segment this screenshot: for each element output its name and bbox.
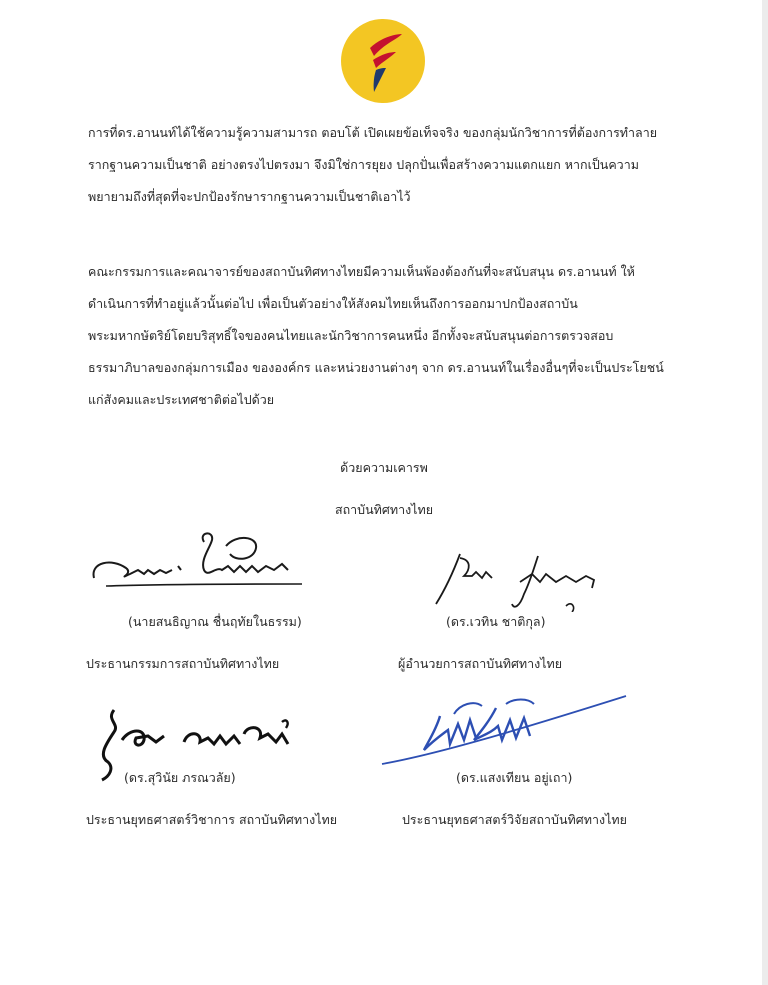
signature-1 [86, 526, 318, 596]
closing-salutation: ด้วยความเคารพ [340, 460, 428, 475]
signatory-name: (ดร.สุวินัย ภรณวลัย) [124, 770, 236, 785]
signatory-name: (นายสนธิญาณ ชื่นฤทัยในธรรม) [128, 614, 302, 629]
paragraph-line: การที่ดร.อานนท์ได้ใช้ความรู้ความสามารถ ตอบโต้ เปิดเผยข้อเท็จจริง ของกลุ่มนักวิชาการที่ต้องการทำลาย [88, 125, 658, 140]
paragraph-line: แก่สังคมและประเทศชาติต่อไปด้วย [88, 392, 275, 407]
signature-2 [416, 548, 616, 612]
paragraph-line: ดำเนินการที่ทำอยู่แล้วนั้นต่อไป เพื่อเป็นตัวอย่างให้สังคมไทยเห็นถึงการออกมาปกป้องสถาบัน [88, 296, 578, 311]
signatory-title: ผู้อำนวยการสถาบันทิศทางไทย [398, 656, 563, 671]
paragraph-1 [88, 117, 688, 213]
signature-4 [378, 690, 630, 770]
signatory-name: (ดร.เวทิน ชาติกุล) [446, 614, 546, 629]
signatory-title: ประธานยุทธศาสตร์วิชาการ สถาบันทิศทางไทย [86, 812, 338, 827]
paragraph-line: พยายามถึงที่สุดที่จะปกป้องรักษารากฐานความเป็นชาติเอาไว้ [88, 189, 411, 204]
signatory-name: (ดร.แสงเทียน อยู่เถา) [456, 770, 573, 785]
paragraph-line: คณะกรรมการและคณาจารย์ของสถาบันทิศทางไทยมีความเห็นพ้องต้องกันที่จะสนับสนุน ดร.อานนท์ ให้ [88, 264, 635, 279]
paragraph-line: รากฐานความเป็นชาติ อย่างตรงไปตรงมา จึงมิใช่การยุยง ปลุกปั่นเพื่อสร้างความแตกแยก หากเป็นความ [88, 157, 639, 172]
signatory-title: ประธานกรรมการสถาบันทิศทางไทย [86, 656, 280, 671]
paragraph-2 [88, 256, 688, 416]
closing-organization: สถาบันทิศทางไทย [334, 502, 434, 517]
paragraph-line: ธรรมาภิบาลของกลุ่มการเมือง ขององค์กร และหน่วยงานต่างๆ จาก ดร.อานนท์ในเรื่องอื่นๆที่จะเป็นประโยชน์ [88, 360, 664, 375]
paragraph-line: พระมหากษัตริย์โดยบริสุทธิ์ใจของคนไทยและนักวิชาการคนหนึ่ง อีกทั้งจะสนับสนุนต่อการตรวจสอบ [88, 328, 614, 343]
institute-logo [340, 18, 426, 104]
page-edge [762, 0, 768, 985]
signatory-title: ประธานยุทธศาสตร์วิจัยสถาบันทิศทางไทย [402, 812, 627, 827]
